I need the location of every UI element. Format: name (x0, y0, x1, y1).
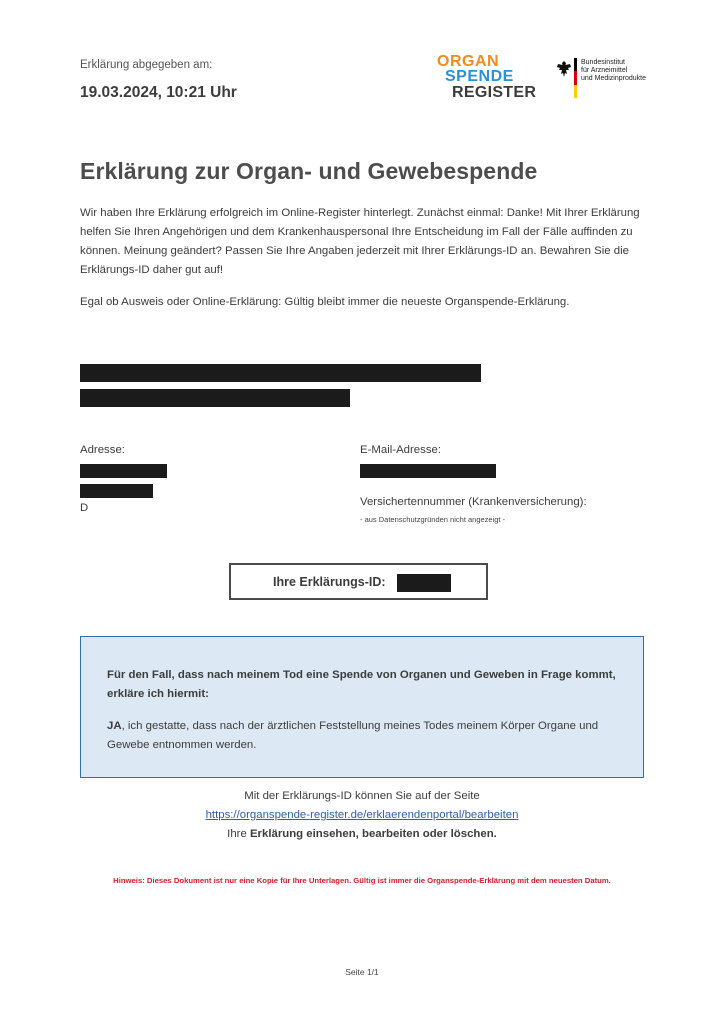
declaration-box (80, 636, 644, 778)
agency-line-1: Bundesinstitut (581, 59, 625, 66)
insurance-number-note: - aus Datenschutzgründen nicht angezeigt - (360, 515, 506, 524)
intro-text: Wir haben Ihre Erklärung erfolgreich im Online-Register hinterlegt. Zunächst einmal: Danke! Mit Ihrer Erklärung helfen Sie Ihren Angehörigen und dem Krankenhauspersonal Ihre Entscheidung im Fall der Fälle auffinden zu können. Meinung geändert? Passen Sie Ihre Angaben jederzeit mit Ihrer Erklärungs-ID an. Bewahren Sie die Erklärungs-ID daher gut auf! (80, 207, 640, 276)
email-label: E-Mail-Adresse: (360, 444, 442, 456)
agency-line-3: und Medizinprodukte (581, 75, 646, 83)
intro-text-2: Egal ob Ausweis oder Online-Erklärung: Gültig bleibt immer die neueste Organspende-Erklärung. (80, 296, 570, 308)
footer-line-3 (80, 828, 644, 840)
organspende-register-logo (437, 53, 537, 103)
redacted-name-line-2 (80, 389, 350, 407)
footer-line-3-bold: Erklärung einsehen, bearbeiten oder löschen. (249, 828, 497, 840)
address-country: D (80, 502, 89, 514)
logo-line-register: REGISTER (452, 84, 537, 101)
federal-eagle-icon (556, 60, 572, 78)
declaration-answer: JA (107, 720, 122, 732)
declaration-statement (107, 717, 627, 755)
redacted-email (360, 464, 496, 478)
edit-portal-link[interactable]: https://organspende-register.de/erklaerendenportal/bearbeiten (205, 809, 519, 821)
agency-name (581, 59, 661, 84)
declaration-id-label: Ihre Erklärungs-ID: (273, 575, 386, 589)
declaration-body: , ich gestatte, dass nach der ärztlichen Feststellung meines Todes meinem Körper Organe und Gewebe entnommen werden. (107, 720, 599, 751)
bfarm-logo (556, 58, 656, 102)
declaration-id-box (229, 563, 488, 600)
page-number: Seite 1/1 (345, 967, 379, 977)
logo-line-spende: SPENDE (445, 68, 514, 85)
submitted-date: 19.03.2024, 10:21 Uhr (80, 84, 237, 101)
copy-notice: Hinweis: Dieses Dokument ist nur eine Kopie für Ihre Unterlagen. Gültig ist immer die Organspende-Erklärung mit dem neuesten Datum. (113, 876, 611, 885)
german-flag-bar (574, 58, 577, 98)
footer-link-row (80, 809, 644, 821)
address-label: Adresse: (80, 444, 125, 456)
footer-line-3-prefix: Ihre (227, 828, 250, 840)
page-title: Erklärung zur Organ- und Gewebespende (80, 158, 538, 184)
declaration-heading: Für den Fall, dass nach meinem Tod eine Spende von Organen und Geweben in Frage kommt, erkläre ich hiermit: (107, 669, 616, 700)
insurance-number-label: Versichertennummer (Krankenversicherung): (360, 496, 587, 508)
footer-line-1: Mit der Erklärungs-ID können Sie auf der Seite (244, 790, 480, 802)
submitted-label: Erklärung abgegeben am: (80, 59, 213, 71)
agency-line-2: für Arzneimittel (581, 67, 628, 75)
redacted-address-line-1 (80, 464, 167, 478)
redacted-declaration-id (397, 574, 451, 592)
logo-line-organ: ORGAN (437, 53, 500, 70)
redacted-address-line-2 (80, 484, 153, 498)
redacted-name-line-1 (80, 364, 481, 382)
